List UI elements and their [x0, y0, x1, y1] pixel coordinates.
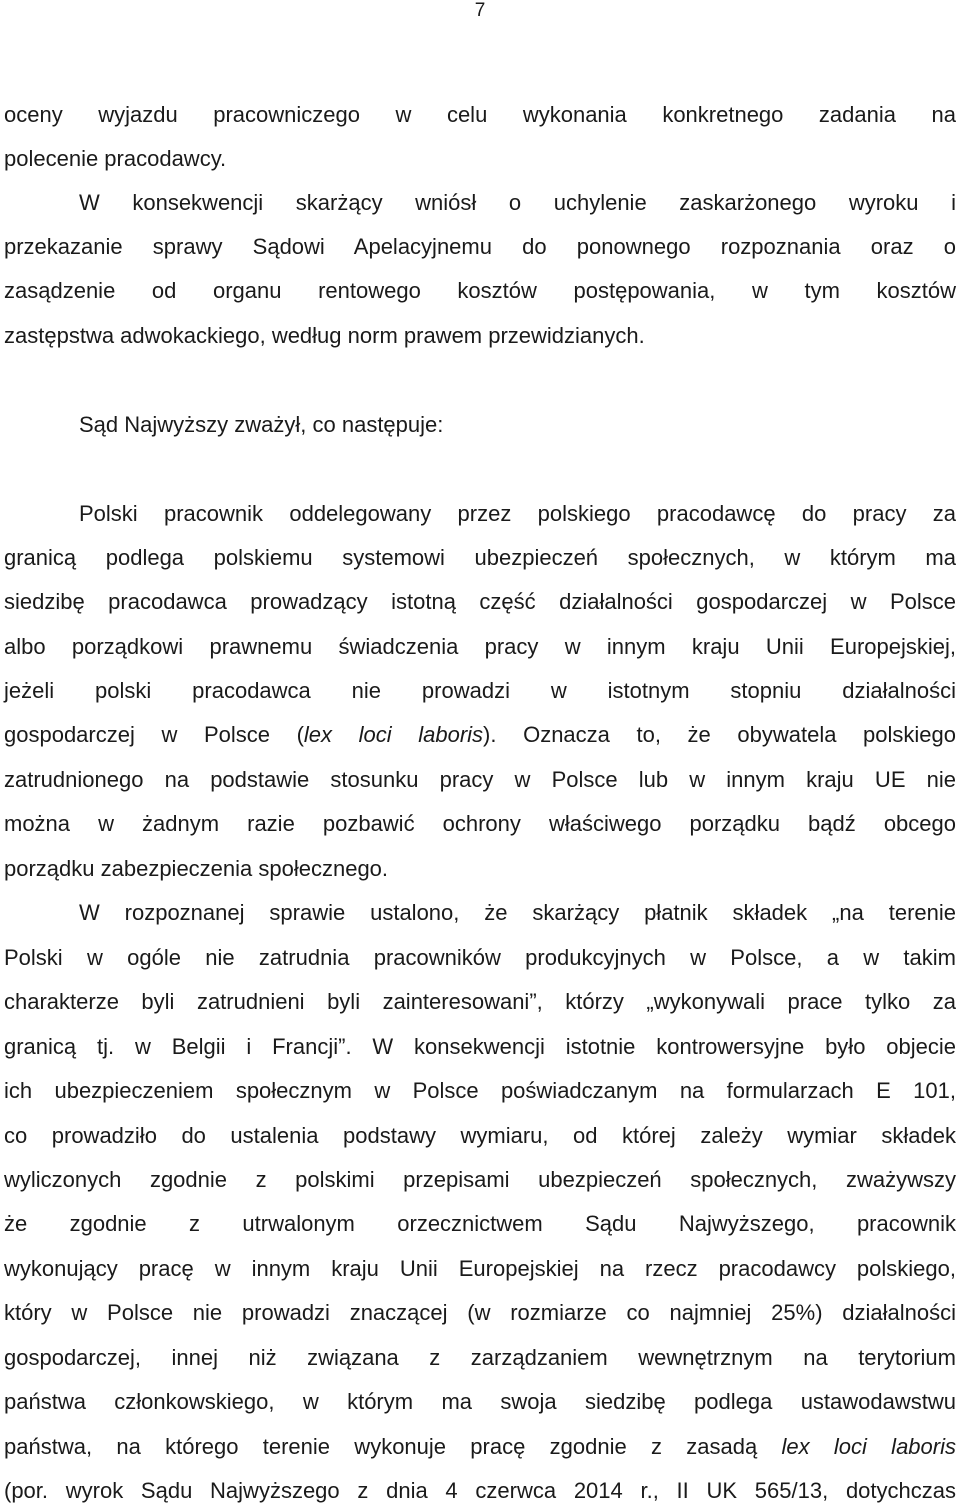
text-line: granicą tj. w Belgii i Francji”. W konsekwencji istotnie kontrowersyjne było objecie: [4, 1034, 956, 1059]
text-line: granicą podlega polskiemu systemowi ubezpieczeń społecznych, w którym ma: [4, 545, 956, 570]
text-line: Polski pracownik oddelegowany przez polskiego pracodawcę do pracy za: [79, 501, 956, 526]
text-line: wyliczonych zgodnie z polskimi przepisami ubezpieczeń społecznych, zważywszy: [4, 1167, 956, 1192]
page-number: 7: [474, 0, 486, 21]
text-line: wykonujący pracę w innym kraju Unii Europejskiej na rzecz pracodawcy polskiego,: [4, 1256, 956, 1281]
text-line: charakterze byli zatrudnieni byli zainteresowani”, którzy „wykonywali prace tylko za: [4, 989, 956, 1014]
text-line: państwa członkowskiego, w którym ma swoja siedzibę podlega ustawodawstwu: [4, 1389, 956, 1414]
text-line: siedzibę pracodawca prowadzący istotną część działalności gospodarczej w Polsce: [4, 589, 956, 614]
text-line: zatrudnionego na podstawie stosunku pracy w Polsce lub w innym kraju UE nie: [4, 767, 956, 792]
text-line: co prowadziło do ustalenia podstawy wymiaru, od której zależy wymiar składek: [4, 1123, 956, 1148]
text-line: porządku zabezpieczenia społecznego.: [4, 856, 389, 881]
text-line: gospodarczej, innej niż związana z zarządzaniem wewnętrznym na terytorium: [4, 1345, 956, 1370]
text-line: (por. wyrok Sądu Najwyższego z dnia 4 czerwca 2014 r., II UK 565/13, dotychczas: [4, 1478, 956, 1503]
text-segment: ). Oznacza to, że obywatela polskiego: [483, 722, 956, 747]
text-line: zastępstwa adwokackiego, według norm prawem przewidzianych.: [4, 323, 645, 348]
text-line: Polski w ogóle nie zatrudnia pracowników produkcyjnych w Polsce, a w takim: [4, 945, 956, 970]
text-line: W rozpoznanej sprawie ustalono, że skarżący płatnik składek „na terenie: [79, 900, 956, 925]
text-line: [4, 720, 956, 750]
text-line: przekazanie sprawy Sądowi Apelacyjnemu do ponownego rozpoznania oraz o: [4, 234, 956, 259]
text-line: W konsekwencji skarżący wniósł o uchylenie zaskarżonego wyroku i: [79, 190, 956, 215]
latin-term: lex loci laboris: [781, 1434, 956, 1459]
text-line: jeżeli polski pracodawca nie prowadzi w istotnym stopniu działalności: [4, 678, 956, 703]
text-line: albo porządkowi prawnemu świadczenia pracy w innym kraju Unii Europejskiej,: [4, 634, 956, 659]
text-line: ich ubezpieczeniem społecznym w Polsce poświadczanym na formularzach E 101,: [4, 1078, 956, 1103]
section-heading: Sąd Najwyższy zważył, co następuje:: [79, 412, 444, 437]
text-line: oceny wyjazdu pracowniczego w celu wykonania konkretnego zadania na: [4, 102, 956, 127]
text-line: [4, 1432, 956, 1462]
text-segment: gospodarczej w Polsce (: [4, 722, 304, 747]
text-line: polecenie pracodawcy.: [4, 146, 227, 171]
latin-term: lex loci laboris: [303, 722, 484, 747]
text-line: że zgodnie z utrwalonym orzecznictwem Sądu Najwyższego, pracownik: [4, 1211, 956, 1236]
text-line: można w żadnym razie pozbawić ochrony właściwego porządku bądź obcego: [4, 811, 956, 836]
text-line: zasądzenie od organu rentowego kosztów postępowania, w tym kosztów: [4, 278, 956, 303]
text-line: który w Polsce nie prowadzi znaczącej (w rozmiarze co najmniej 25%) działalności: [4, 1300, 956, 1325]
text-segment: państwa, na którego terenie wykonuje pracę zgodnie z zasadą: [4, 1434, 782, 1459]
